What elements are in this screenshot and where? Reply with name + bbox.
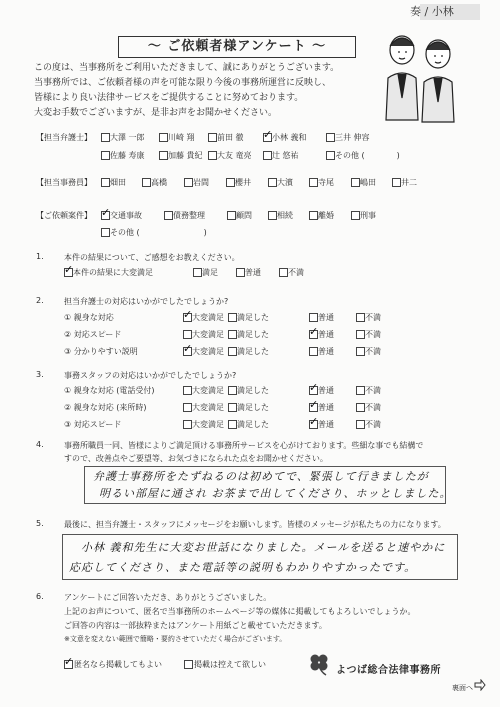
staff-checkbox-4[interactable] [226, 178, 235, 187]
case-name-4: 相続 [277, 211, 293, 220]
lawyer-name-3: 前田 徹 [217, 133, 244, 142]
case-checkbox-2[interactable] [164, 211, 173, 220]
staff-name-4: 櫻井 [235, 178, 251, 187]
q1-option-1-checkbox[interactable] [64, 268, 73, 277]
staff-name-5: 大濱 [277, 178, 293, 187]
intro-line-2: 当事務所では、ご依頼者様の声を可能な限り今後の事務所運営に反映し、 [34, 78, 332, 88]
q3-row-2-option-3: 普通 [318, 403, 334, 412]
lawyer-checkbox-4[interactable] [263, 133, 272, 142]
lawyer-checkbox-5[interactable] [326, 133, 335, 142]
q2-row-3-option-2-checkbox[interactable] [228, 347, 237, 356]
q2-row-1-option-2-checkbox[interactable] [228, 313, 237, 322]
q2-row-2-option-4: 不満 [365, 330, 381, 339]
q3-row-1-option-4-checkbox[interactable] [356, 386, 365, 395]
intro-line-3: 皆様により良い法律サービスをご提供することに努めております。 [34, 93, 304, 103]
q2-row-1-option-3: 普通 [318, 313, 334, 322]
case-name-6: 刑事 [360, 211, 376, 220]
q2-row-1-option-1-checkbox[interactable] [183, 313, 192, 322]
q3-row-1-label: ① 親身な対応 (電話受付) [64, 386, 155, 395]
staff-name-3: 岩間 [193, 178, 209, 187]
staff-checkbox-1[interactable] [101, 178, 110, 187]
case-name-2: 債務整理 [173, 211, 205, 220]
office-name: よつば総合法律事務所 [336, 665, 441, 676]
q5-answer-line-2: 応応してくださり、また電話等の説明もわかりやすかったです。 [69, 561, 417, 574]
q5-question: 最後に、担当弁護士・スタッフにメッセージをお願いします。皆様のメッセージが私たちの力になります。 [64, 520, 446, 529]
case-checkbox-1[interactable] [101, 211, 110, 220]
case-checkbox-4[interactable] [268, 211, 277, 220]
q3-row-1-option-4: 不満 [365, 386, 381, 395]
q5-answer-line-1: 小林 義和先生に大変お世話になりました。メールを送ると速やかに [81, 541, 446, 554]
q3-row-2-option-3-checkbox[interactable] [309, 403, 318, 412]
lawyer-name-6: 佐藤 寿康 [110, 151, 145, 160]
clover-logo-icon [306, 652, 332, 676]
q2-row-1-label: ① 親身な対応 [64, 313, 114, 322]
q2-row-3-label: ③ 分かりやすい説明 [64, 347, 138, 356]
q3-row-2-option-2-checkbox[interactable] [228, 403, 237, 412]
q2-row-3-option-3-checkbox[interactable] [309, 347, 318, 356]
q2-row-2-label: ② 対応スピード [64, 330, 122, 339]
q6-option-1: 匿名なら掲載してもよい [74, 660, 162, 669]
case-name-5: 離婚 [318, 211, 334, 220]
staff-checkbox-5[interactable] [268, 178, 277, 187]
q6-note: ※文意を変えない範囲で簡略・要約させていただく場合がございます。 [64, 635, 287, 643]
q4-answer-line-1: 弁護士事務所をたずねるのは初めてで、緊張して行きましたが [93, 470, 429, 483]
q4-answer-box[interactable] [84, 466, 452, 504]
lawyer-name-7: 加藤 貴紀 [168, 151, 203, 160]
lawyer-name-2: 川崎 翔 [168, 133, 195, 142]
case-checkbox-other[interactable] [101, 228, 110, 237]
staff-checkbox-8[interactable] [392, 178, 401, 187]
q3-row-2-option-2: 満足した [237, 403, 269, 412]
q2-row-2-option-2: 満足した [237, 330, 269, 339]
page-title: 〜 ご依頼者様アンケート 〜 [118, 36, 356, 58]
staff-name-8: 井二 [401, 178, 417, 187]
case-other: その他 ( ) [110, 228, 207, 237]
q3-row-2-label: ② 親身な対応 (来所時) [64, 403, 147, 412]
staff-name-6: 寺尾 [318, 178, 334, 187]
q2-row-3-option-1: 大変満足 [192, 347, 224, 356]
lawyer-checkbox-3[interactable] [208, 133, 217, 142]
q3-row-2-option-1-checkbox[interactable] [183, 403, 192, 412]
q2-row-1-option-2: 満足した [237, 313, 269, 322]
case-name-1: 交通事故 [110, 211, 142, 220]
q3-number: 3. [36, 370, 44, 379]
q3-row-1-option-1: 大変満足 [192, 386, 224, 395]
q3-row-1-option-2: 満足した [237, 386, 269, 395]
lawyers-label: 【担当弁護士】 [36, 133, 92, 142]
q2-row-1-option-3-checkbox[interactable] [309, 313, 318, 322]
staff-checkbox-6[interactable] [309, 178, 318, 187]
q2-row-3-option-3: 普通 [318, 347, 334, 356]
lawyer-name-9: 辻 悠祐 [272, 151, 299, 160]
q2-row-1-option-4-checkbox[interactable] [356, 313, 365, 322]
staff-label: 【担当事務員】 [36, 178, 92, 187]
q4-answer-line-2: 明るい部屋に通され お茶まで出してくださり、ホッとしました。 [99, 487, 452, 500]
q2-question: 担当弁護士の対応はいかがでしたでしょうか? [64, 297, 229, 306]
q2-row-2-option-4-checkbox[interactable] [356, 330, 365, 339]
case-label: 【ご依頼案件】 [36, 211, 92, 220]
q1-option-2: 満足 [202, 268, 218, 277]
q4-question-line-2: すので、改善点やご要望等、お気づきになられた点をお聞かせください。 [64, 454, 328, 463]
q1-option-1: 本件の結果に大変満足 [73, 268, 153, 277]
lawyer-checkbox-8[interactable] [208, 151, 217, 160]
q3-row-2-option-4: 不満 [365, 403, 381, 412]
q3-row-3-option-4: 不満 [365, 420, 381, 429]
q1-question: 本件の結果について、ご感想をお教えください。 [64, 253, 240, 262]
q2-row-2-option-3-checkbox[interactable] [309, 330, 318, 339]
staff-name-7: 嶋田 [360, 178, 376, 187]
q1-number: 1. [36, 252, 44, 261]
q3-question: 事務スタッフの対応はいかがでしたでしょうか? [64, 371, 237, 380]
q1-option-3-checkbox[interactable] [236, 268, 245, 277]
q3-row-3-option-4-checkbox[interactable] [356, 420, 365, 429]
q2-row-3-option-2: 満足した [237, 347, 269, 356]
q3-row-1-option-3-checkbox[interactable] [309, 386, 318, 395]
q6-number: 6. [36, 592, 44, 601]
lawyer-checkbox-2[interactable] [159, 133, 168, 142]
lawyer-checkbox-10[interactable] [326, 151, 335, 160]
q6-option-2: 掲載は控えて欲しい [194, 660, 266, 669]
q3-row-1-option-3: 普通 [318, 386, 334, 395]
q6-option-1-checkbox[interactable] [64, 660, 73, 669]
lawyer-name-10: その他 ( ) [335, 151, 400, 160]
q3-row-1-option-2-checkbox[interactable] [228, 386, 237, 395]
q4-number: 4. [36, 440, 44, 449]
q3-row-3-option-2-checkbox[interactable] [228, 420, 237, 429]
q4-question-line-1: 事務所職員一同、皆様によりご満足頂ける事務所サービスを心がけております。些細な事でも結構で [64, 441, 424, 450]
back-page-label: 裏面へ [452, 684, 473, 692]
q5-answer-box[interactable] [62, 534, 458, 580]
q3-row-3-label: ③ 対応スピード [64, 420, 122, 429]
q2-row-2-option-1-checkbox[interactable] [183, 330, 192, 339]
q2-row-3-option-1-checkbox[interactable] [183, 347, 192, 356]
q2-row-1-option-4: 不満 [365, 313, 381, 322]
staff-name-1: 畑田 [110, 178, 126, 187]
q6-text-line-3: ご回答の内容は一部抜粋またはアンケート用紙ごと載せていただきます。 [64, 621, 327, 630]
q3-row-3-option-1-checkbox[interactable] [183, 420, 192, 429]
q3-row-2-option-4-checkbox[interactable] [356, 403, 365, 412]
q2-row-3-option-4: 不満 [365, 347, 381, 356]
case-name-3: 顧問 [236, 211, 252, 220]
arrow-right-icon [474, 679, 486, 691]
q3-row-3-option-3: 普通 [318, 420, 334, 429]
lawyers-illustration [378, 28, 462, 124]
q3-row-3-option-3-checkbox[interactable] [309, 420, 318, 429]
q3-row-2-option-1: 大変満足 [192, 403, 224, 412]
lawyer-name-4: 小林 義和 [272, 133, 307, 142]
q3-row-3-option-1: 大変満足 [192, 420, 224, 429]
q1-option-4: 不満 [288, 268, 304, 277]
q2-number: 2. [36, 296, 44, 305]
q5-number: 5. [36, 519, 44, 528]
case-checkbox-6[interactable] [351, 211, 360, 220]
intro-line-4: 大変お手数でございますが、是非お声をお聞かせください。 [34, 108, 278, 118]
intro-line-1: この度は、当事務所をご利用いただきまして、誠にありがとうございます。 [34, 63, 340, 73]
handwritten-name: 奏 / 小林 [410, 5, 454, 18]
lawyer-checkbox-7[interactable] [159, 151, 168, 160]
q6-text-line-2: 上記のお声について、匿名で当事務所のホームページ等の媒体に掲載してもよろしいでしょうか。 [64, 607, 416, 616]
q1-option-3: 普通 [245, 268, 261, 277]
q2-row-2-option-3: 普通 [318, 330, 334, 339]
staff-checkbox-3[interactable] [184, 178, 193, 187]
q2-row-2-option-2-checkbox[interactable] [228, 330, 237, 339]
q2-row-2-option-1: 大変満足 [192, 330, 224, 339]
case-checkbox-3[interactable] [227, 211, 236, 220]
staff-checkbox-7[interactable] [351, 178, 360, 187]
q3-row-3-option-2: 満足した [237, 420, 269, 429]
q1-option-2-checkbox[interactable] [193, 268, 202, 277]
lawyer-name-8: 大友 竜亮 [217, 151, 252, 160]
q2-row-3-option-4-checkbox[interactable] [356, 347, 365, 356]
q3-row-1-option-1-checkbox[interactable] [183, 386, 192, 395]
lawyer-checkbox-1[interactable] [101, 133, 110, 142]
lawyer-name-1: 大澤 一郎 [110, 133, 145, 142]
q6-option-2-checkbox[interactable] [184, 660, 193, 669]
lawyer-checkbox-6[interactable] [101, 151, 110, 160]
lawyer-name-5: 三井 伸容 [335, 133, 370, 142]
q2-row-1-option-1: 大変満足 [192, 313, 224, 322]
staff-name-2: 高橋 [151, 178, 167, 187]
q1-option-4-checkbox[interactable] [279, 268, 288, 277]
q6-text-line-1: アンケートにご回答いただき、ありがとうございました。 [64, 593, 272, 602]
lawyer-checkbox-9[interactable] [263, 151, 272, 160]
case-checkbox-5[interactable] [309, 211, 318, 220]
staff-checkbox-2[interactable] [142, 178, 151, 187]
